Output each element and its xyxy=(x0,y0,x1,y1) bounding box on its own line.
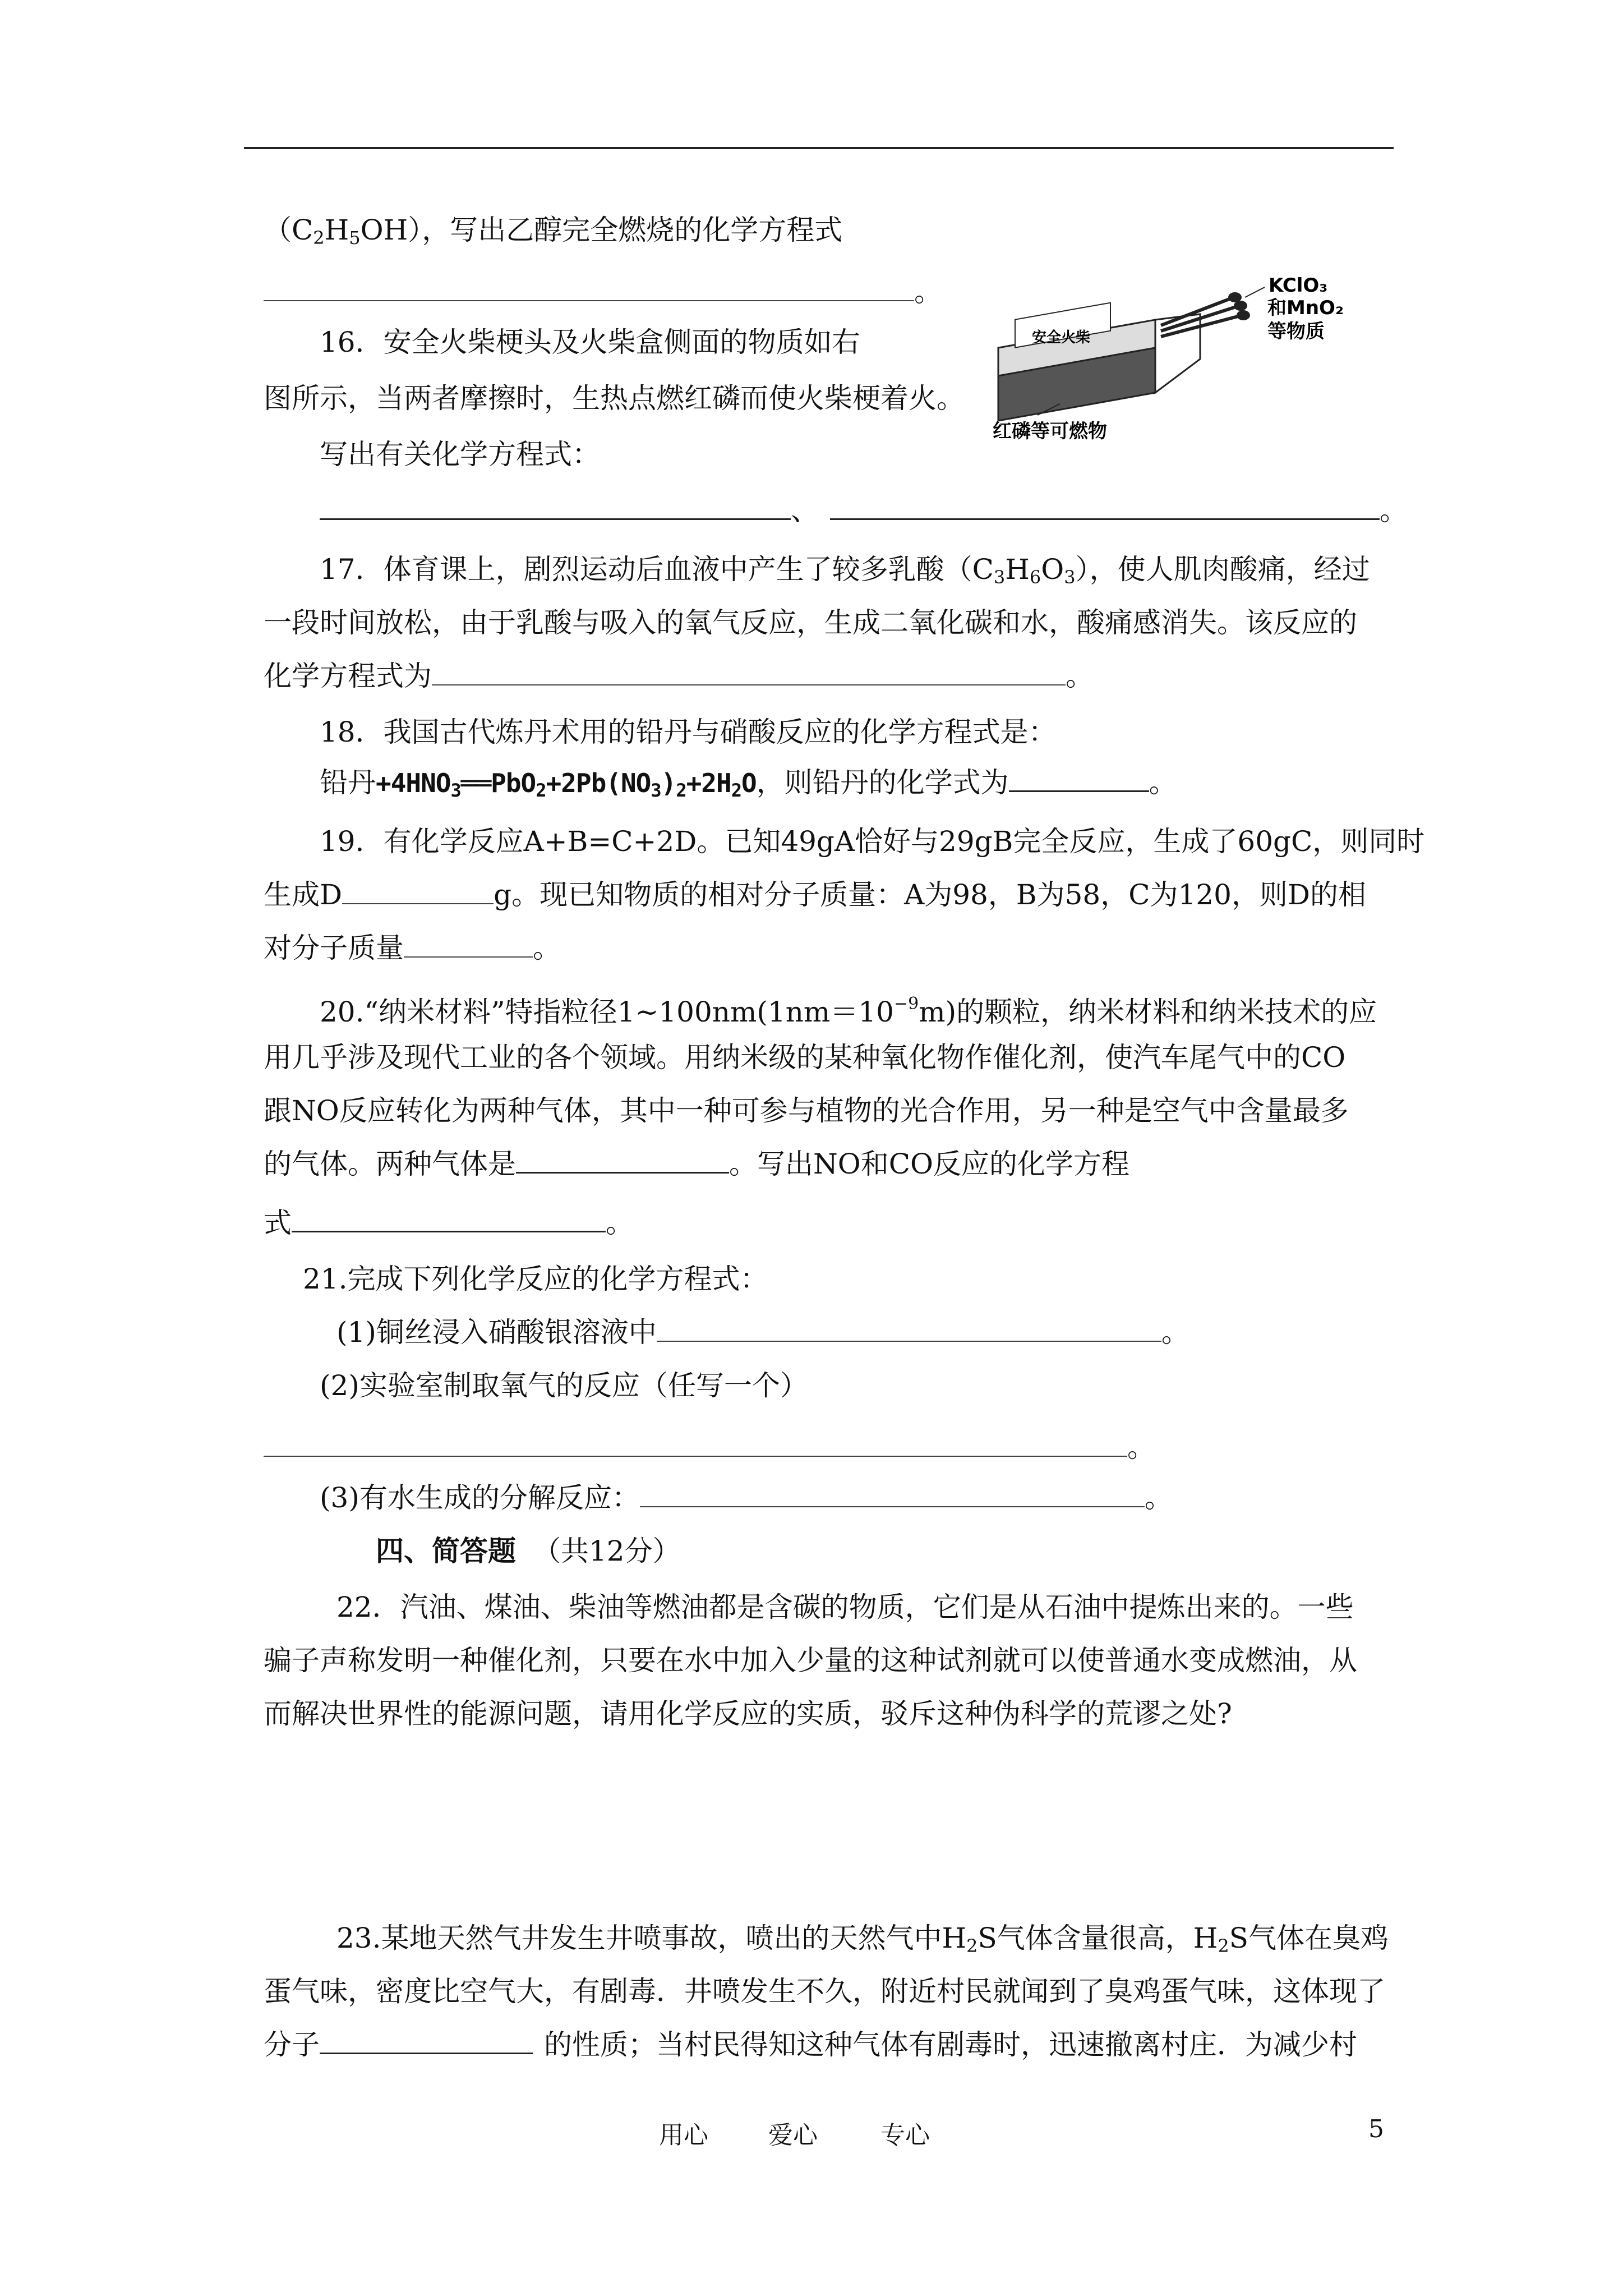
q20-line3: 跟NO反应转化为两种气体，其中一种可参与植物的光合作用，另一种是空气中含量最多 xyxy=(264,1094,1349,1127)
q22-line2: 骗子声称发明一种催化剂，只要在水中加入少量的这种试剂就可以使普通水变成燃油，从 xyxy=(264,1644,1357,1677)
q20-line5: 式 。 xyxy=(264,1207,634,1239)
q23-line2: 蛋气味，密度比空气大，有剧毒．井喷发生不久，附近村民就闻到了臭鸡蛋气味，这体现了 xyxy=(264,1975,1385,2008)
answer-blank[interactable] xyxy=(432,660,1066,685)
answer-blank[interactable] xyxy=(264,275,914,301)
matchbox-label: 安全火柴 xyxy=(1032,329,1091,346)
q20-line1: 20.“纳米材料”特指粒径$1\sim 100nm(1nm=10^{-9}m)$的颗粒，纳米材料和纳米技术的应 xyxy=(320,994,1377,1028)
mno2-label: 和MnO₂ xyxy=(1267,297,1344,319)
q18-line2: 铅丹$+4HNO_3══PbO_2+2Pb(NO_3)_2+2H_2O$，则铅丹的化学式为 。 xyxy=(320,766,1177,801)
q17-line2: 一段时间放松，由于乳酸与吸入的氧气反应，生成二氧化碳和水，酸痛感消失。该反应的 xyxy=(264,606,1357,639)
answer-blank[interactable] xyxy=(264,1431,1127,1457)
q22-line3: 而解决世界性的能源问题，请用化学反应的实质，驳斥这种伪科学的荒谬之处? xyxy=(264,1697,1232,1730)
side-label: 红磷等可燃物 xyxy=(993,420,1107,443)
match-head-icon xyxy=(1234,301,1247,311)
q20-line4: 的气体。两种气体是 。写出NO和CO反应的化学方程 xyxy=(264,1148,1129,1180)
answer-blank[interactable] xyxy=(640,1481,1145,1507)
q23-line3: 分子 的性质；当村民得知这种气体有剧毒时，迅速撤离村庄．为减少村 xyxy=(264,2028,1357,2061)
q20-line2: 用几乎涉及现代工业的各个领域。用纳米级的某种氧化物作催化剂，使汽车尾气中的CO xyxy=(264,1041,1346,1074)
answer-blank[interactable] xyxy=(342,878,494,904)
q19-line3: 对分子质量 。 xyxy=(264,932,561,964)
answer-blank[interactable] xyxy=(404,932,533,958)
header-rule xyxy=(244,147,1394,149)
q21-line1: 21.完成下列化学反应的化学方程式： xyxy=(303,1263,768,1295)
answer-blank-1[interactable] xyxy=(320,494,791,520)
q16-line2: 图所示，当两者摩擦时，生热点燃红磷而使火柴梗着火。 xyxy=(264,382,965,415)
ethanol-line: $(C_2H_5OH)$，写出乙醇完全燃烧的化学方程式 xyxy=(264,214,843,249)
q23-line1: 23.某地天然气井发生井喷事故，喷出的天然气中$H_2S$气体含量很高，$H_2S$气体在臭鸡 xyxy=(336,1922,1389,1957)
q21-part3: (3)有水生成的分解反应： 。 xyxy=(320,1481,1173,1514)
answer-blank-2[interactable] xyxy=(830,494,1380,520)
q18-line1: 18．我国古代炼丹术用的铅丹与硝酸反应的化学方程式是： xyxy=(320,716,1057,748)
q19-line1: 19．有化学反应A+B=C+2D。已知49gA恰好与29gB完全反应，生成了60gC，则同时 xyxy=(320,825,1425,858)
q18-equation: $+4HNO_3══PbO_2+2Pb(NO_3)_2+2H_2O$ xyxy=(376,768,757,801)
pointer-line xyxy=(1245,287,1265,297)
page-number: 5 xyxy=(1368,2115,1384,2143)
q16-answer-line: 、 。 xyxy=(320,494,1408,527)
q17-line1: 17．体育课上，剧烈运动后血液中产生了较多乳酸$(C_3H_6O_3)$，使人肌肉酸痛，经过 xyxy=(320,553,1370,588)
footer-word-2: 爱心 xyxy=(768,2121,818,2150)
q16-line1: 16．安全火柴梗头及火柴盒侧面的物质如右 xyxy=(320,326,860,358)
footer-word-3: 专心 xyxy=(880,2121,930,2150)
q19-line2: 生成D g。现已知物质的相对分子质量：A为98，B为58，C为120，则D的相 xyxy=(264,878,1366,911)
section-heading: 四、简答题 （共12分） xyxy=(376,1534,681,1567)
match-head-icon xyxy=(1237,310,1250,320)
q21-part2: (2)实验室制取氧气的反应（任写一个） xyxy=(320,1369,808,1402)
answer-blank[interactable] xyxy=(320,2028,533,2054)
matchbox-figure xyxy=(976,274,1344,443)
q21-part1: (1)铜丝浸入硝酸银溶液中 。 xyxy=(336,1316,1189,1349)
substance-label: 等物质 xyxy=(1267,320,1325,343)
q22-line1: 22．汽油、煤油、柴油等燃油都是含碳的物质，它们是从石油中提炼出来的。一些 xyxy=(336,1591,1354,1623)
answer-blank[interactable] xyxy=(1009,766,1149,792)
q16-line3: 写出有关化学方程式： xyxy=(320,438,600,471)
kclo3-label: KClO₃ xyxy=(1269,274,1328,297)
answer-blank[interactable] xyxy=(292,1206,606,1232)
answer-blank[interactable] xyxy=(657,1316,1161,1342)
footer-word-1: 用心 xyxy=(659,2121,708,2150)
q21-part2-answer: 。 xyxy=(264,1430,1155,1464)
answer-blank[interactable] xyxy=(516,1147,729,1174)
q17-line3: 化学方程式为 。 xyxy=(264,660,1094,692)
ethanol-answer-line: 。 xyxy=(264,275,942,309)
